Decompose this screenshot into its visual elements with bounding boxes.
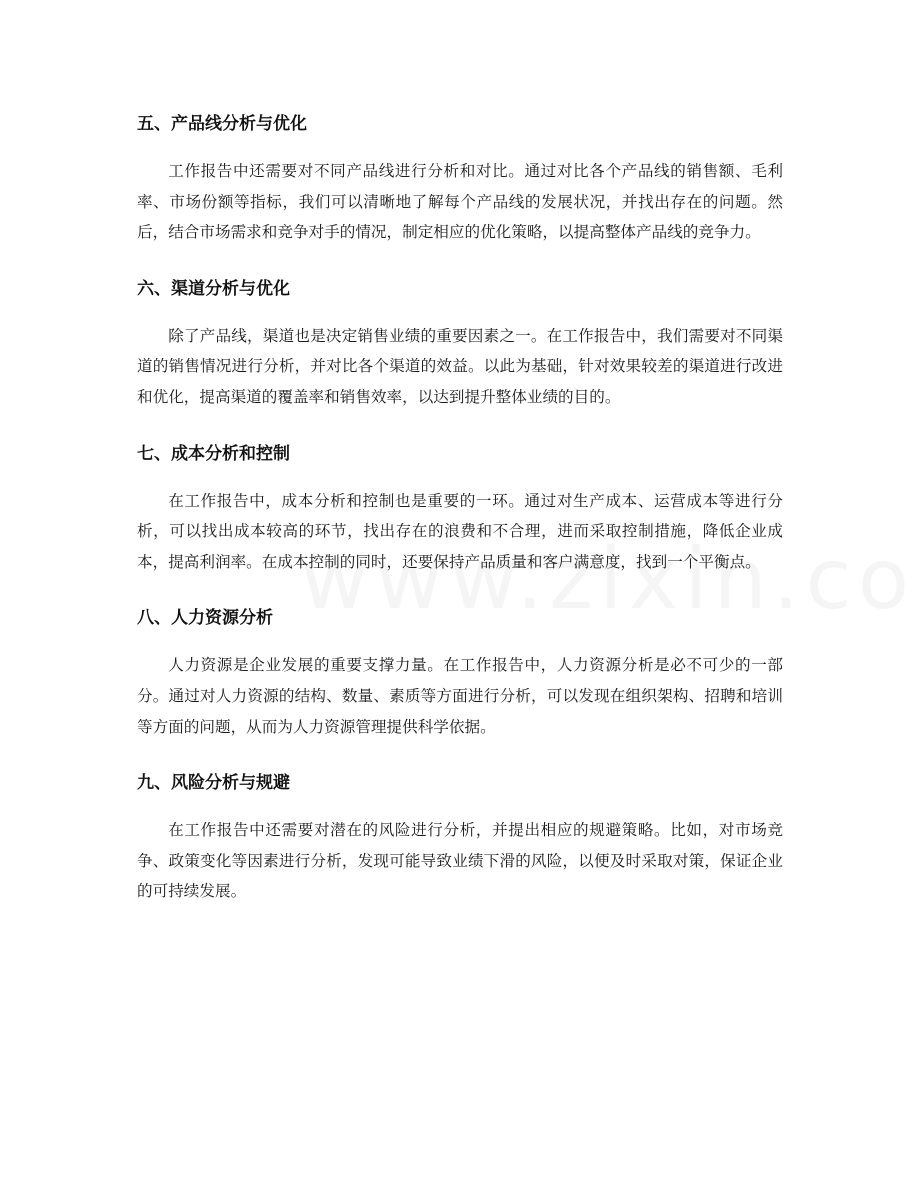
section-paragraph: 在工作报告中还需要对潜在的风险进行分析，并提出相应的规避策略。比如，对市场竞争、政策变化等因素进行分析，发现可能导致业绩下滑的风险，以便及时采取对策，保证企业的可持续发展。 bbox=[137, 821, 783, 901]
section-paragraph: 在工作报告中，成本分析和控制也是重要的一环。通过对生产成本、运营成本等进行分析，可以找出成本较高的环节，找出存在的浪费和不合理，进而采取控制措施，降低企业成本，提高利润率。在成本控制的同时，还要保持产品质量和客户满意度，找到一个平衡点。 bbox=[137, 491, 783, 571]
section-channel bbox=[137, 269, 783, 413]
document-body bbox=[137, 104, 783, 928]
section-risk bbox=[137, 763, 783, 907]
section-heading: 五、产品线分析与优化 bbox=[137, 114, 307, 134]
section-paragraph: 工作报告中还需要对不同产品线进行分析和对比。通过对比各个产品线的销售额、毛利率、市场份额等指标，我们可以清晰地了解每个产品线的发展状况，并找出存在的问题。然后，结合市场需求和竞争对手的情况，制定相应的优化策略，以提高整体产品线的竞争力。 bbox=[137, 162, 783, 242]
section-paragraph: 人力资源是企业发展的重要支撑力量。在工作报告中，人力资源分析是必不可少的一部分。通过对人力资源的结构、数量、素质等方面进行分析，可以发现在组织架构、招聘和培训等方面的问题，从而为人力资源管理提供科学依据。 bbox=[137, 656, 783, 736]
section-heading: 七、成本分析和控制 bbox=[137, 443, 290, 464]
section-human-resources bbox=[137, 598, 783, 742]
section-heading: 九、风险分析与规避 bbox=[137, 773, 290, 794]
section-product-line bbox=[137, 104, 783, 248]
section-cost bbox=[137, 434, 783, 578]
section-paragraph: 除了产品线，渠道也是决定销售业绩的重要因素之一。在工作报告中，我们需要对不同渠道的销售情况进行分析，并对比各个渠道的效益。以此为基础，针对效果较差的渠道进行改进和优化，提高渠道的覆盖率和销售效率，以达到提升整体业绩的目的。 bbox=[137, 326, 783, 406]
section-heading: 六、渠道分析与优化 bbox=[137, 278, 290, 299]
section-heading: 八、人力资源分析 bbox=[137, 608, 273, 629]
